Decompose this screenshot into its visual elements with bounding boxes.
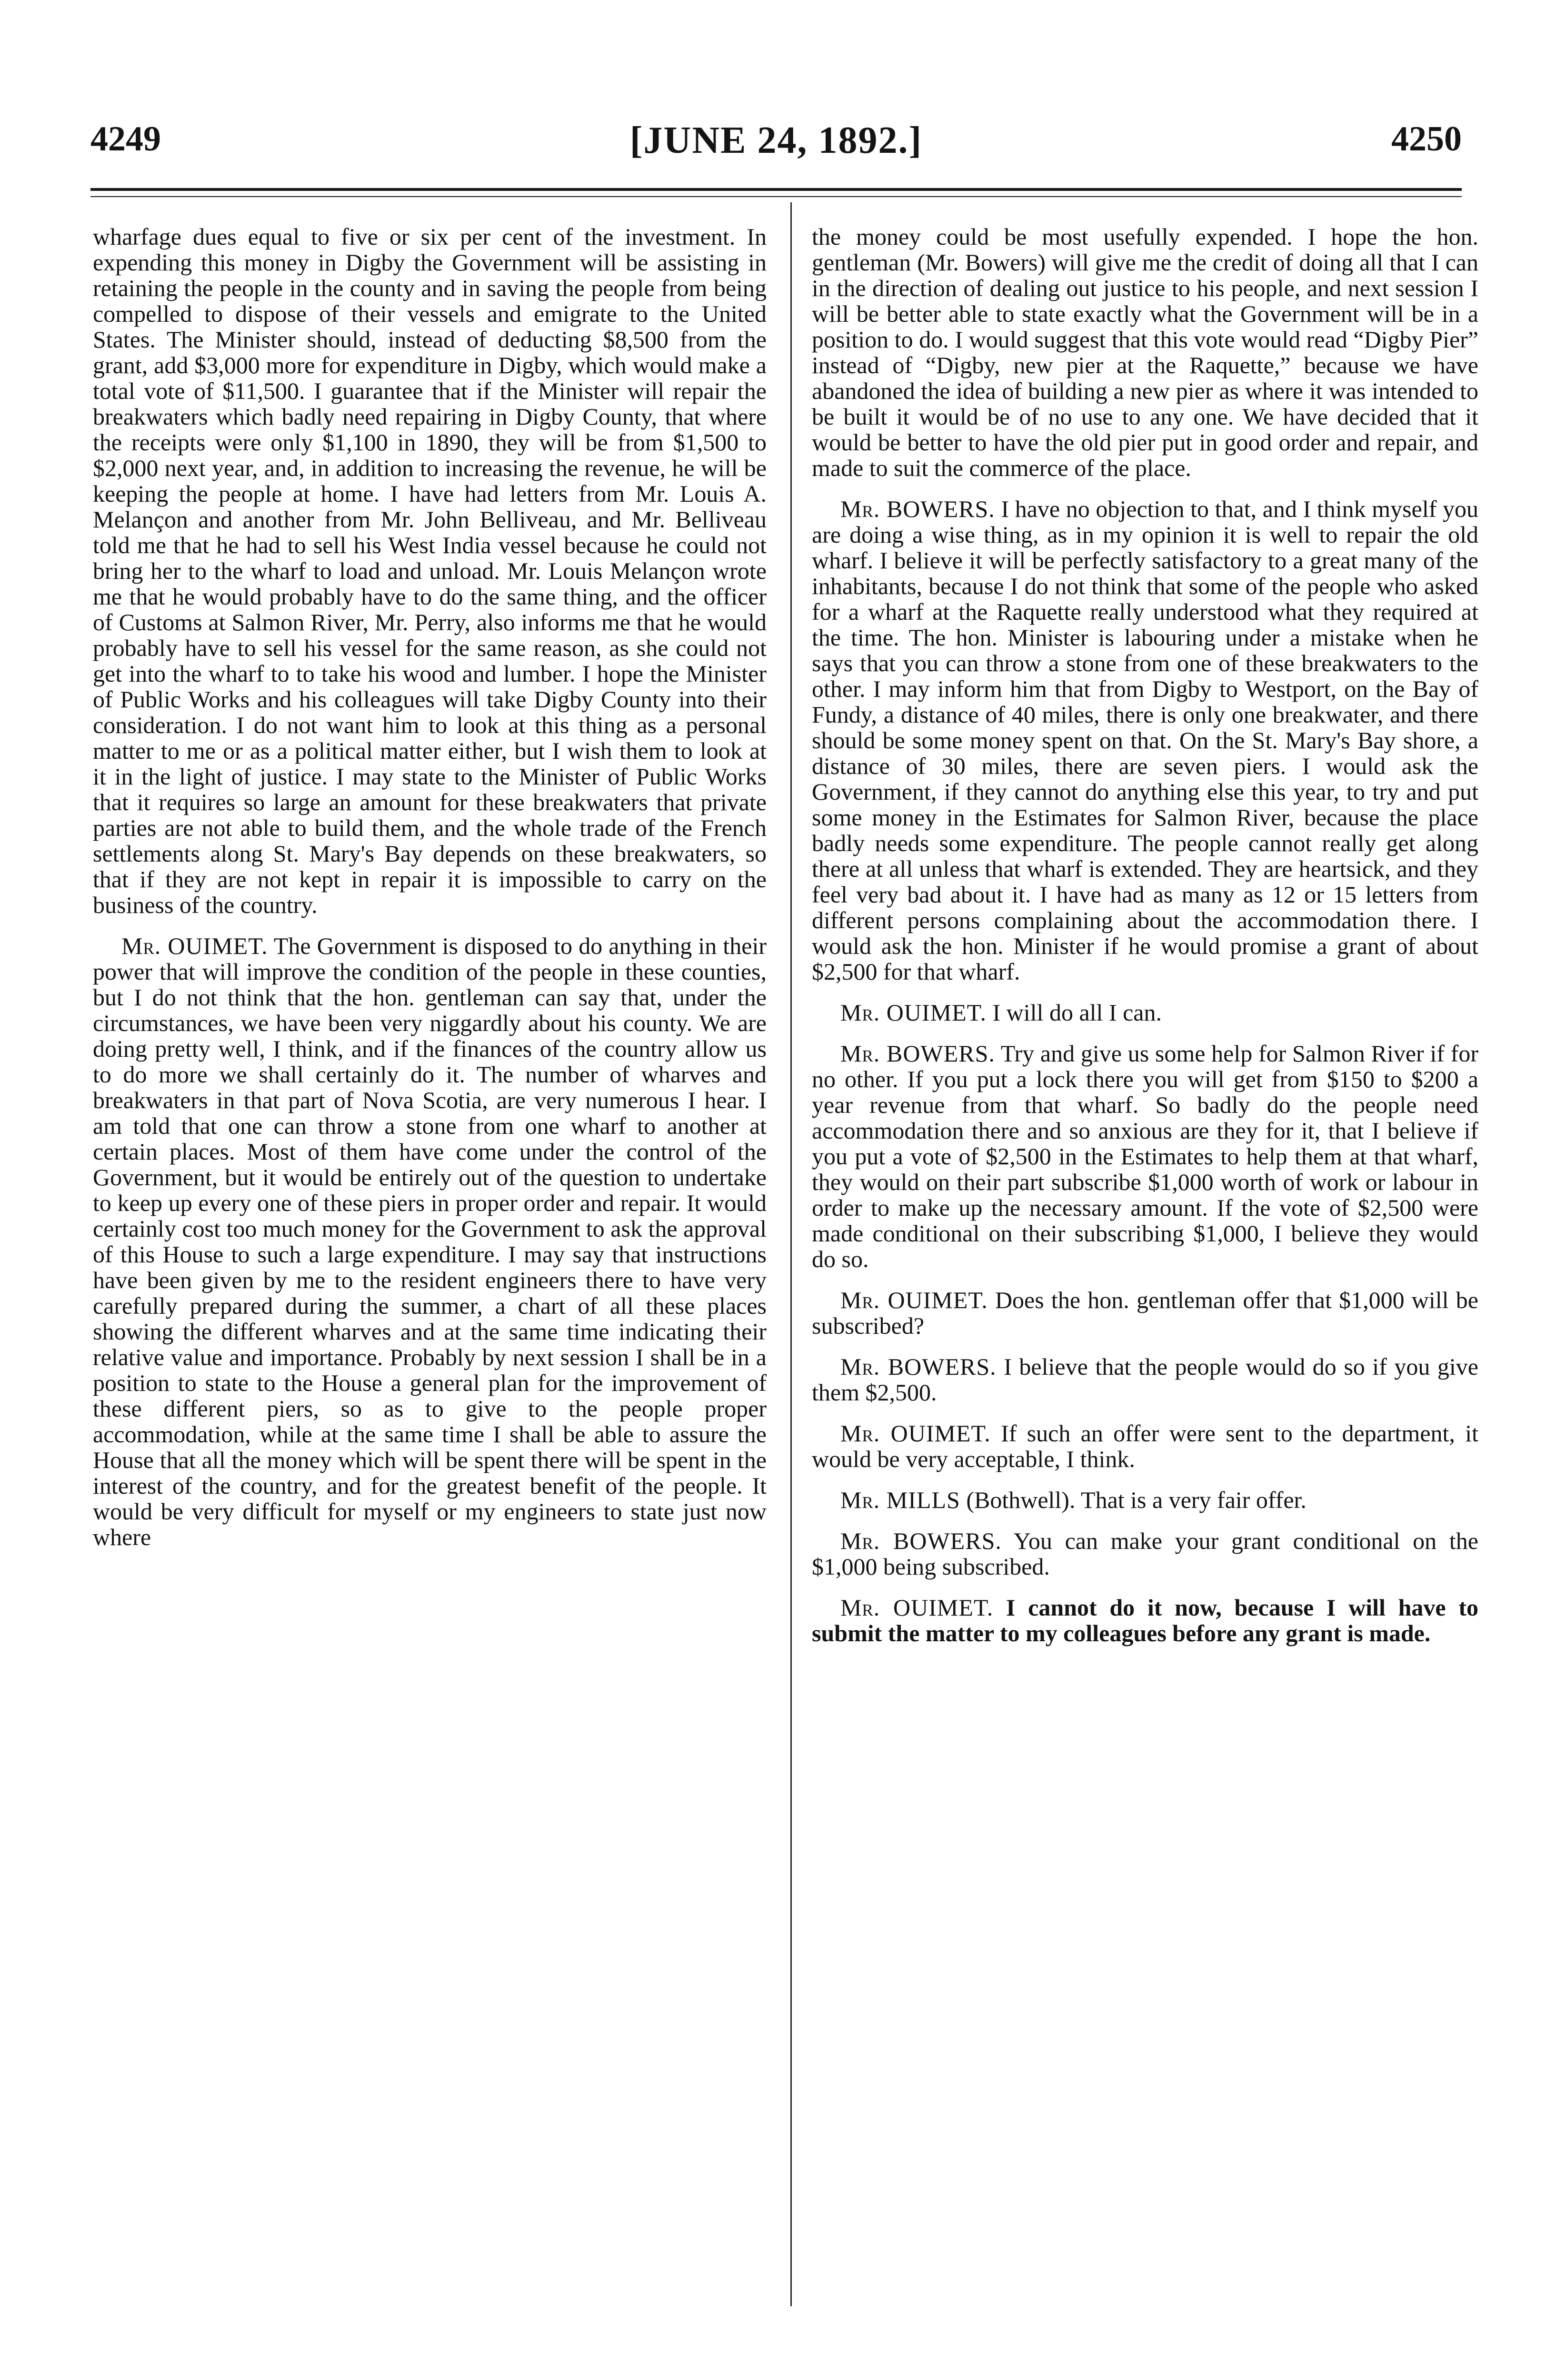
speech-text: (Bothwell). That is a very fair offer. <box>966 1487 1307 1513</box>
speaker-name: Mr. BOWERS. <box>840 1353 997 1380</box>
left-paragraph-2 <box>93 933 767 1550</box>
page-date: [JUNE 24, 1892.] <box>629 119 923 161</box>
header-rule-thick <box>90 188 1462 191</box>
speech-text: The Government is disposed to do anything in their power that will improve the condition of the people in these counties, but I do not think that the hon. gentleman can say that, under the circumstances, we have been very niggardly about his county. We are doing pretty well, I think, and if the finances of the country allow us to do more we shall certainly do it. The number of wharves and breakwaters in that part of Nova Scotia, are very numerous I hear. I am told that one can throw a stone from one wharf to another at certain places. Most of them have come under the control of the Government, but it would be entirely out of the question to undertake to keep up every one of these piers in proper order and repair. It would certainly cost too much money for the Government to ask the approval of this House to such a large expenditure. I may say that instructions have been given by me to the resident engineers there to have very carefully prepared during the summer, a chart of all these places showing the different wharves and at the same time indicating their relative value and importance. Probably by next session I shall be in a position to state to the House a general plan for the improvement of these different piers, so as to give to the people proper accommodation, while at the same time I shall be able to assure the House that all the money which will be spent there will be spent in the interest of the country, and for the greatest benefit of the people. It would be very difficult for myself or my engineers to state just now where <box>93 932 767 1550</box>
speech-text: If such an offer were sent to the department, it would be very acceptable, I think. <box>812 1420 1478 1472</box>
speech-text: Does the hon. gentleman offer that $1,000 will be subscribed? <box>812 1287 1478 1339</box>
speaker-name: Mr. OUIMET. <box>121 932 268 959</box>
right-paragraph-5 <box>812 1287 1478 1339</box>
speech-text: I will do all I can. <box>992 999 1162 1026</box>
right-paragraph-1: the money could be most usefully expended. I hope the hon. gentleman (Mr. Bowers) will give me the credit of doing all that I can in the direction of dealing out justice to his people, and next session I will be better able to state exactly what the Government will be in a position to do. I would suggest that this vote would read “Digby Pier” instead of “Digby, new pier at the Raquette,” because we have abandoned the idea of building a new pier as where it was intended to be built it would be of no use to any one. We have decided that it would be better to have the old pier put in good order and repair, and made to suit the commerce of the place. <box>812 223 1478 481</box>
speaker-name: Mr. OUIMET. <box>840 1420 991 1447</box>
page-number-right: 4250 <box>1391 119 1462 159</box>
right-paragraph-2 <box>812 496 1478 984</box>
speaker-name: Mr. BOWERS. <box>840 1040 995 1067</box>
right-paragraph-4 <box>812 1041 1478 1272</box>
right-column <box>812 224 1478 1661</box>
speech-text: I cannot do it now, because I will have to submit the matter to my colleagues before any grant is made. <box>812 1594 1478 1646</box>
right-paragraph-6 <box>812 1354 1478 1405</box>
right-paragraph-10 <box>812 1595 1478 1646</box>
speaker-name: Mr. OUIMET. <box>840 1287 988 1313</box>
left-column <box>93 224 767 1565</box>
page-number-left: 4249 <box>90 119 161 159</box>
speaker-name: Mr. OUIMET. <box>840 1594 994 1621</box>
header-rule-thin <box>90 196 1462 197</box>
right-paragraph-9 <box>812 1528 1478 1579</box>
right-paragraph-7 <box>812 1420 1478 1472</box>
speaker-name: Mr. BOWERS. <box>840 1527 1002 1554</box>
left-paragraph-1: wharfage dues equal to five or six per cent of the investment. In expending this money in Digby the Government will be assisting in retaining the people in the county and in saving the people from being compelled to dispose of their vessels and emigrate to the United States. The Minister should, instead of deducting $8,500 from the grant, add $3,000 more for expenditure in Digby, which would make a total vote of $11,500. I guarantee that if the Minister will repair the breakwaters which badly need repairing in Digby County, that where the receipts were only $1,100 in 1890, they will be from $1,500 to $2,000 next year, and, in addition to increasing the revenue, he will be keeping the people at home. I have had letters from Mr. Louis A. Melançon and another from Mr. John Belliveau, and Mr. Belliveau told me that he had to sell his West India vessel because he could not bring her to the wharf to load and unload. Mr. Louis Melançon wrote me that he would probably have to do the same thing, and the officer of Customs at Salmon River, Mr. Perry, also informs me that he would probably have to sell his vessel for the same reason, as she could not get into the wharf to to take his wood and lumber. I hope the Minister of Public Works and his colleagues will take Digby County into their consideration. I do not want him to look at this thing as a personal matter to me or as a political matter either, but I wish them to look at it in the light of justice. I may state to the Minister of Public Works that it requires so large an amount for these breakwaters that private parties are not able to build them, and the whole trade of the French settlements along St. Mary's Bay depends on these breakwaters, so that if they are not kept in repair it is impossible to carry on the business of the country. <box>93 223 767 918</box>
speech-text: Try and give us some help for Salmon River if for no other. If you put a lock there you will get from $150 to $200 a year revenue from that wharf. So badly do the people need accommodation there and so anxious are they for it, that I believe if you put a vote of $2,500 in the Estimates to help them at that wharf, they would on their part subscribe $1,000 worth of work or labour in order to make up the necessary amount. If the vote of $2,500 were made conditional on their subscribing $1,000, I believe they would do so. <box>812 1040 1478 1272</box>
column-divider <box>790 202 792 2306</box>
speaker-name: Mr. BOWERS. <box>840 496 995 522</box>
right-paragraph-8 <box>812 1487 1478 1513</box>
speech-text: I believe that the people would do so if you give them $2,500. <box>812 1353 1479 1406</box>
right-paragraph-3 <box>812 1000 1478 1025</box>
speech-text: You can make your grant conditional on the $1,000 being subscribed. <box>812 1527 1478 1580</box>
speaker-name: Mr. OUIMET. <box>840 999 987 1026</box>
speech-text: I have no objection to that, and I think myself you are doing a wise thing, as in my opinion it is well to repair the old wharf. I believe it will be perfectly satisfactory to a great many of the inhabitants, because I do not think that some of the people who asked for a wharf at the Raquette really understood what they required at the time. The hon. Minister is labouring under a mistake when he says that you can throw a stone from one of these breakwaters to the other. I may inform him that from Digby to Westport, on the Bay of Fundy, a distance of 40 miles, there is only one breakwater, and there should be some money spent on that. On the St. Mary's Bay shore, a distance of 30 miles, there are seven piers. I would ask the Government, if they cannot do anything else this year, to try and put some money in the Estimates for Salmon River, because the place badly needs some expenditure. The people cannot really get along there at all unless that wharf is extended. They are heartsick, and they feel very bad about it. I have had as many as 12 or 15 letters from different persons complaining about the accommodation there. I would ask the hon. Minister if he would promise a grant of about $2,500 for that wharf. <box>812 496 1479 985</box>
speaker-name: Mr. MILLS <box>840 1487 960 1513</box>
page-header <box>90 119 1462 171</box>
